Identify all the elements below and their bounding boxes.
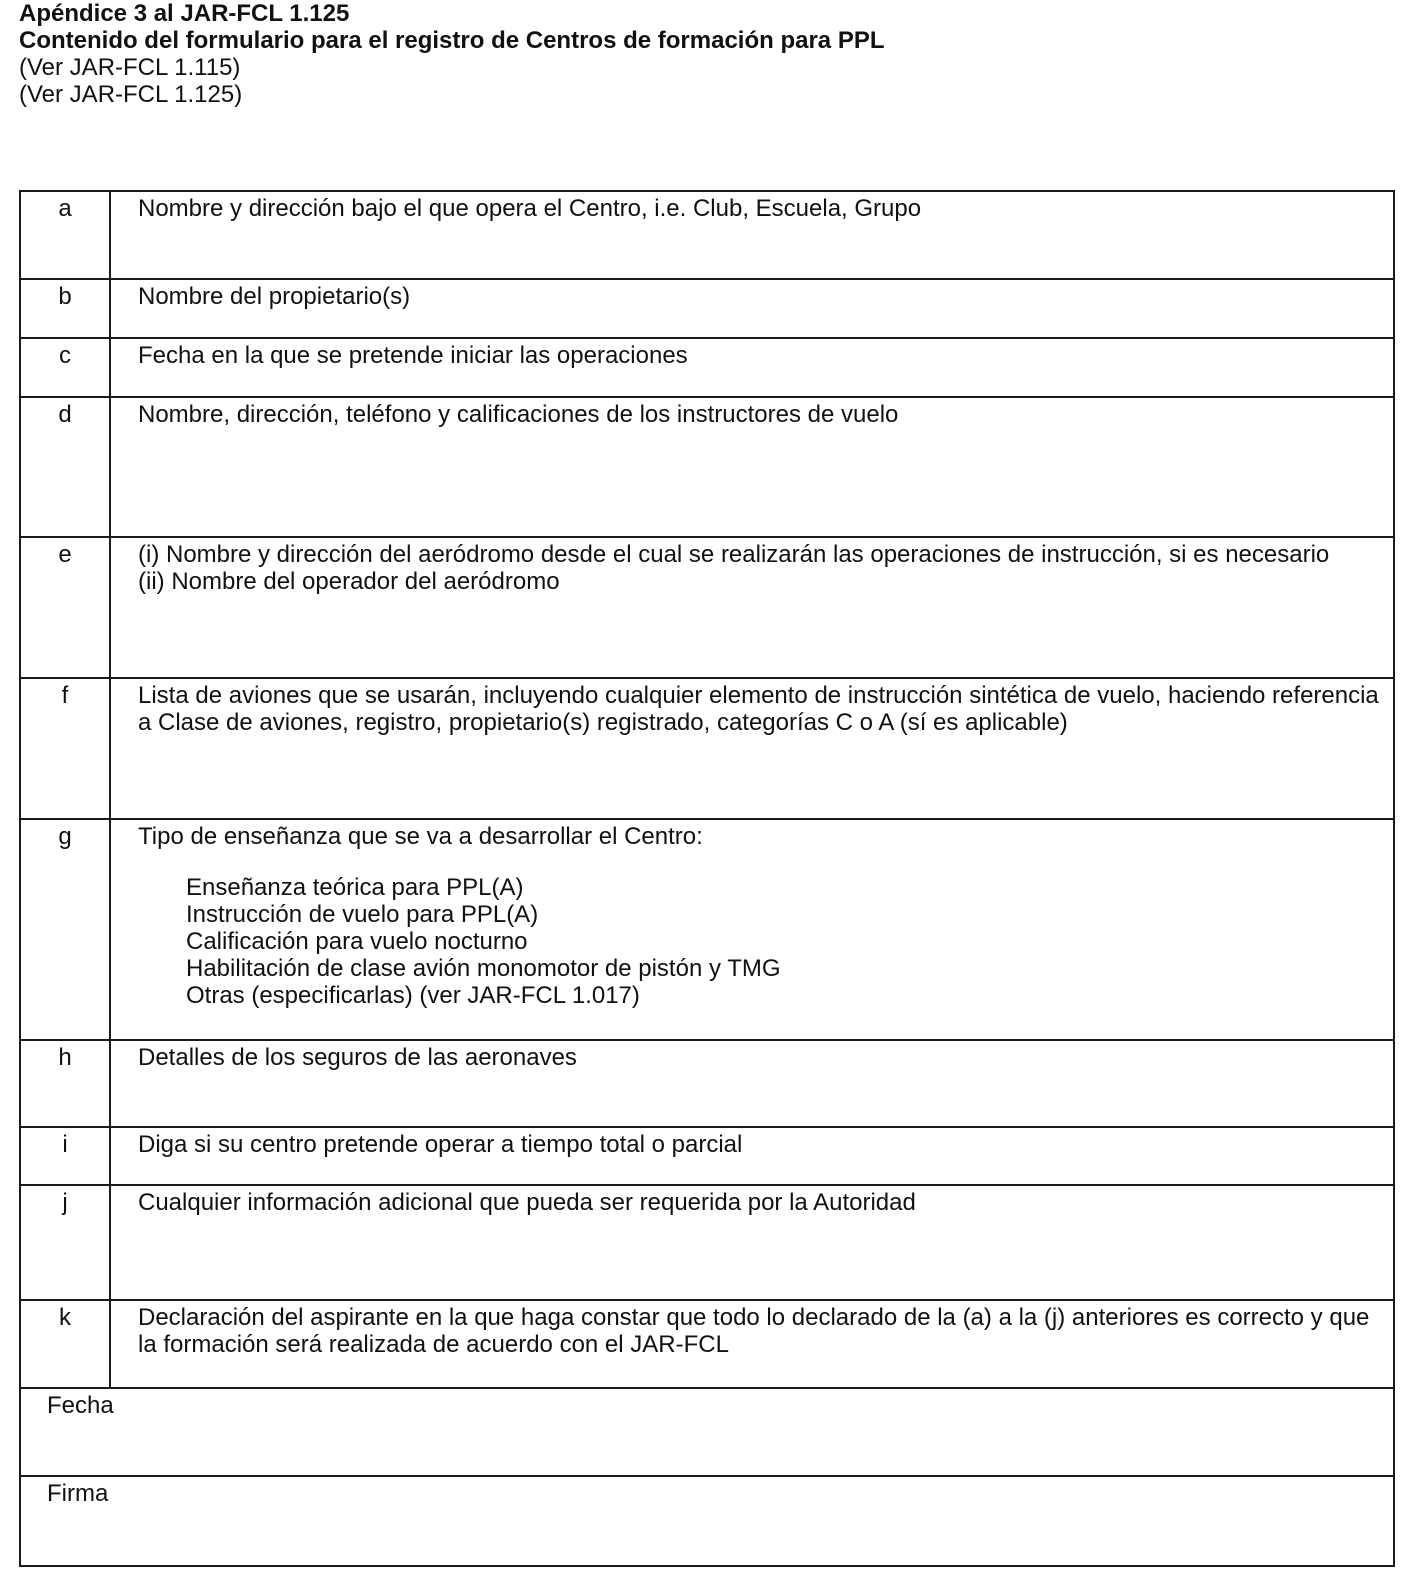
form-row-f <box>20 678 1394 819</box>
reference-2: (Ver JAR-FCL 1.125) <box>19 81 243 108</box>
row-letter: j <box>20 1185 110 1300</box>
document-title: Apéndice 3 al JAR-FCL 1.125 <box>19 0 350 27</box>
row-letter: e <box>20 537 110 678</box>
row-text: Diga si su centro pretende operar a tiempo total o parcial <box>110 1127 1394 1185</box>
form-row-j <box>20 1185 1394 1300</box>
row-letter: b <box>20 279 110 338</box>
form-row-g <box>20 819 1394 1040</box>
registration-form-table <box>19 190 1395 1567</box>
row-text: Nombre, dirección, teléfono y calificaciones de los instructores de vuelo <box>110 397 1394 537</box>
date-field[interactable]: Fecha <box>20 1388 1394 1476</box>
signature-field[interactable]: Firma <box>20 1476 1394 1566</box>
training-type-list <box>138 874 1393 1009</box>
row-text: Declaración del aspirante en la que haga constar que todo lo declarado de la (a) a la (j) anteriores es correcto y que la formación será realizada de acuerdo con el JAR-FCL <box>110 1300 1394 1388</box>
row-content <box>110 819 1394 1040</box>
list-item: Enseñanza teórica para PPL(A) <box>186 874 524 901</box>
row-text: Detalles de los seguros de las aeronaves <box>110 1040 1394 1127</box>
form-row-e <box>20 537 1394 678</box>
document-header <box>19 0 1389 108</box>
form-row-d <box>20 397 1394 537</box>
row-letter: h <box>20 1040 110 1127</box>
list-item: Otras (especificarlas) (ver JAR-FCL 1.017) <box>186 982 640 1009</box>
row-letter: i <box>20 1127 110 1185</box>
form-row-c <box>20 338 1394 397</box>
row-text: Tipo de enseñanza que se va a desarrollar el Centro: <box>138 823 703 850</box>
form-row-i <box>20 1127 1394 1185</box>
row-content <box>110 537 1394 678</box>
row-letter: g <box>20 819 110 1040</box>
row-letter: a <box>20 191 110 279</box>
form-row-h <box>20 1040 1394 1127</box>
form-row-b <box>20 279 1394 338</box>
form-row-k <box>20 1300 1394 1388</box>
date-row <box>20 1388 1394 1476</box>
list-item: Habilitación de clase avión monomotor de pistón y TMG <box>186 955 781 982</box>
list-item: Instrucción de vuelo para PPL(A) <box>186 901 539 928</box>
row-letter: k <box>20 1300 110 1388</box>
row-text: Nombre y dirección bajo el que opera el Centro, i.e. Club, Escuela, Grupo <box>110 191 1394 279</box>
row-letter: c <box>20 338 110 397</box>
reference-1: (Ver JAR-FCL 1.115) <box>19 54 241 81</box>
row-text: (i) Nombre y dirección del aeródromo desde el cual se realizarán las operaciones de instrucción, si es necesario <box>138 541 1330 568</box>
row-text-secondary: (ii) Nombre del operador del aeródromo <box>138 568 560 595</box>
form-row-a <box>20 191 1394 279</box>
row-letter: f <box>20 678 110 819</box>
list-item: Calificación para vuelo nocturno <box>186 928 528 955</box>
row-text: Cualquier información adicional que pueda ser requerida por la Autoridad <box>110 1185 1394 1300</box>
document-subtitle: Contenido del formulario para el registro de Centros de formación para PPL <box>19 27 885 54</box>
signature-row <box>20 1476 1394 1566</box>
row-letter: d <box>20 397 110 537</box>
row-text: Fecha en la que se pretende iniciar las operaciones <box>110 338 1394 397</box>
row-text: Lista de aviones que se usarán, incluyendo cualquier elemento de instrucción sintética de vuelo, haciendo referencia a Clase de aviones, registro, propietario(s) registrado, categorías C o A (sí es aplicable) <box>110 678 1394 819</box>
row-text: Nombre del propietario(s) <box>110 279 1394 338</box>
